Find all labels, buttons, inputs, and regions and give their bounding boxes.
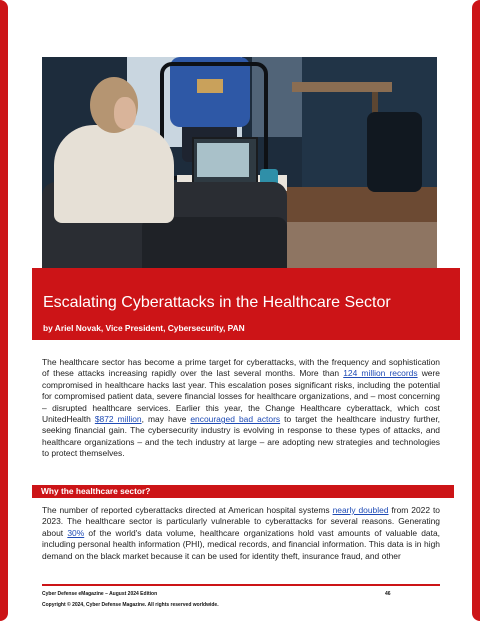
- text-run: , may have: [141, 414, 191, 425]
- article-title: Escalating Cyberattacks in the Healthcare Sector: [43, 294, 391, 311]
- intro-paragraph: [42, 357, 440, 460]
- section-paragraph: [42, 505, 440, 562]
- section-heading: Why the healthcare sector?: [41, 486, 151, 496]
- footer-copyright: Copyright © 2024, Cyber Defense Magazine. All rights reserved worldwide.: [42, 602, 219, 608]
- text-run: to target the healthcare industry further, seeking financial gain. The cybersecurity industry is evolving in response to these types of attacks, and healthcare organizations – and the tech industry at large – are adopting new strategies and technologies to protect themselves.: [42, 414, 441, 459]
- inline-link[interactable]: 124 million records: [343, 368, 418, 379]
- page-number: 46: [385, 591, 391, 597]
- inline-link[interactable]: encouraged bad actors: [190, 414, 281, 425]
- footer-edition: Cyber Defense eMagazine – August 2024 Edition: [42, 591, 158, 597]
- article-title-banner: [32, 268, 460, 340]
- text-run: The healthcare sector has become a prime target for cyberattacks, with the frequency and sophistication of these attacks increasing rapidly over the last several months. More than: [42, 357, 440, 379]
- inline-link[interactable]: 30%: [67, 527, 85, 538]
- left-red-edge: [0, 0, 8, 621]
- text-run: were compromised in healthcare hacks last year. This escalation poses significant risks, including the potential for compromised patient data, severe financial losses for healthcare organizations, and – most concerning – disrupted healthcare services. Earlier this year, the Change Healthcare cyberattack, which cost UnitedHealth: [42, 368, 440, 425]
- article-byline: by Ariel Novak, Vice President, Cybersecurity, PAN: [43, 323, 245, 333]
- footer-rule: [42, 584, 440, 586]
- text-run: from 2022 to 2023. The healthcare sector is particularly vulnerable to cyberattacks for several reasons. Generating about: [42, 505, 440, 538]
- text-run: of the world's data volume, healthcare organizations hold vast amounts of valuable data, including personal health information (PHI), medical records, and financial information. This data is in high demand on the black market because it can be used for identity theft, insurance fraud, and other: [42, 527, 440, 561]
- right-red-edge: [472, 0, 480, 621]
- inline-link[interactable]: $872 million: [94, 414, 142, 425]
- section-heading-bar: [32, 485, 454, 498]
- hero-photo: [42, 57, 437, 280]
- inline-link[interactable]: nearly doubled: [332, 505, 389, 515]
- text-run: The number of reported cyberattacks directed at American hospital systems: [42, 505, 333, 515]
